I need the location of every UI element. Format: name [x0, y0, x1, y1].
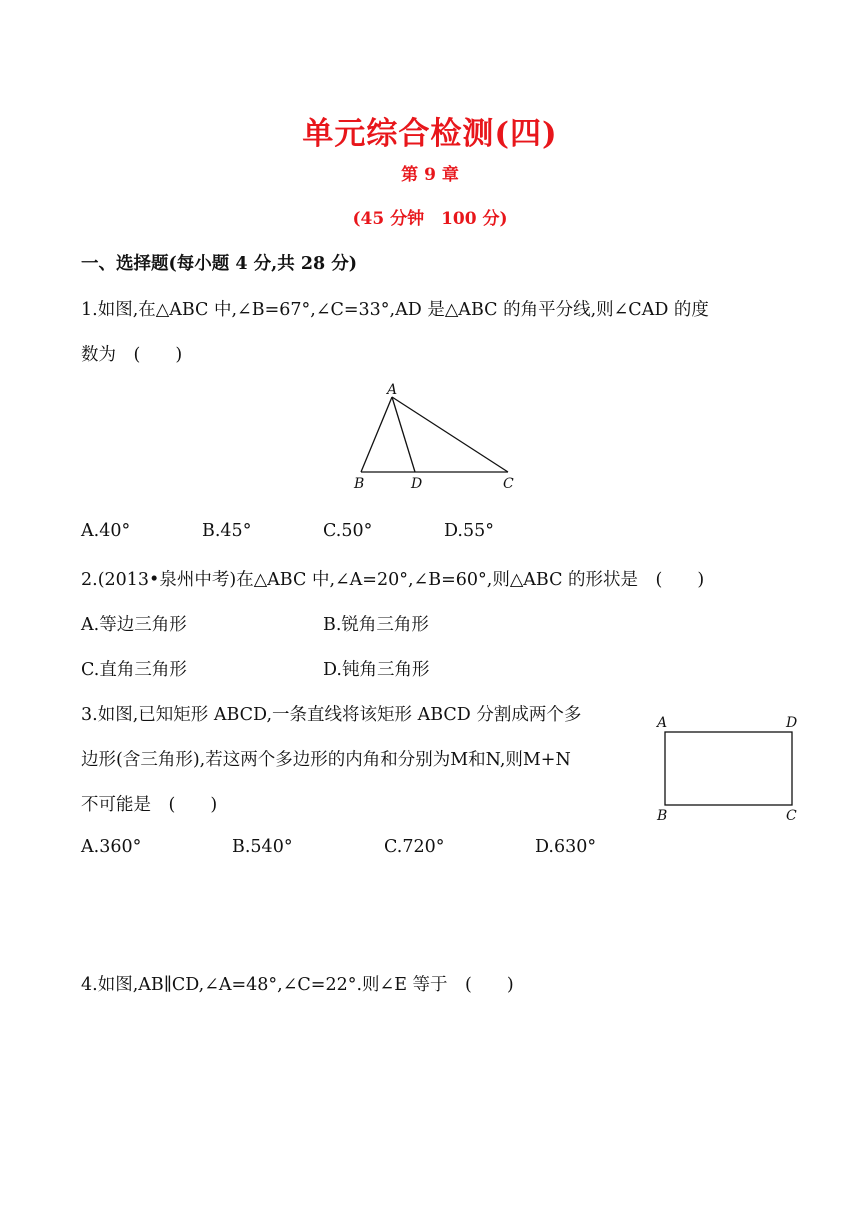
q3-rectangle-figure	[650, 712, 810, 827]
q1-text-line2: 数为 ( )	[81, 345, 183, 365]
q4-text-line1: 4.如图,AB∥CD,∠A=48°,∠C=22°.则∠E 等于 ( )	[81, 975, 514, 995]
q3-text-line1: 3.如图,已知矩形 ABCD,一条直线将该矩形 ABCD 分割成两个多	[81, 705, 582, 725]
q1-option-d: D.55°	[444, 521, 494, 541]
q2-option-a: A.等边三角形	[81, 615, 187, 635]
q3-label-a: A	[657, 715, 668, 731]
time-score-line: (45 分钟 100 分)	[352, 209, 508, 229]
q2-text-line1: 2.(2013•泉州中考)在△ABC 中,∠A=20°,∠B=60°,则△ABC 的形状是 ( )	[81, 570, 705, 590]
q3-label-c: C	[786, 808, 797, 824]
q3-label-d: D	[786, 715, 798, 731]
q1-label-a: A	[387, 382, 398, 398]
q1-option-b: B.45°	[202, 521, 252, 541]
q1-triangle-figure	[340, 380, 540, 495]
q1-edge-ac	[392, 397, 508, 472]
chapter-subtitle: 第 9 章	[401, 165, 459, 185]
q1-label-c: C	[503, 476, 514, 492]
q3-option-d: D.630°	[535, 837, 597, 857]
q2-option-d: D.钝角三角形	[323, 660, 430, 680]
q2-option-b: B.锐角三角形	[323, 615, 429, 635]
q1-edge-ab	[361, 397, 392, 472]
q2-option-c: C.直角三角形	[81, 660, 187, 680]
q3-label-b: B	[657, 808, 668, 824]
q1-text-line1: 1.如图,在△ABC 中,∠B=67°,∠C=33°,AD 是△ABC 的角平分线,则∠CAD 的度	[81, 300, 709, 320]
page-title: 单元综合检测(四)	[302, 116, 558, 152]
q3-text-line3: 不可能是 ( )	[81, 795, 218, 815]
q3-option-a: A.360°	[81, 837, 142, 857]
q3-text-line2: 边形(含三角形),若这两个多边形的内角和分别为M和N,则M+N	[81, 750, 571, 770]
q1-label-b: B	[354, 476, 365, 492]
q1-option-a: A.40°	[81, 521, 131, 541]
q1-bisector-ad	[392, 397, 415, 472]
q1-option-c: C.50°	[323, 521, 373, 541]
q3-option-c: C.720°	[384, 837, 445, 857]
q1-label-d: D	[411, 476, 423, 492]
q3-option-b: B.540°	[232, 837, 293, 857]
section-heading: 一、选择题(每小题 4 分,共 28 分)	[81, 254, 358, 274]
q3-rectangle-abcd	[665, 732, 792, 805]
